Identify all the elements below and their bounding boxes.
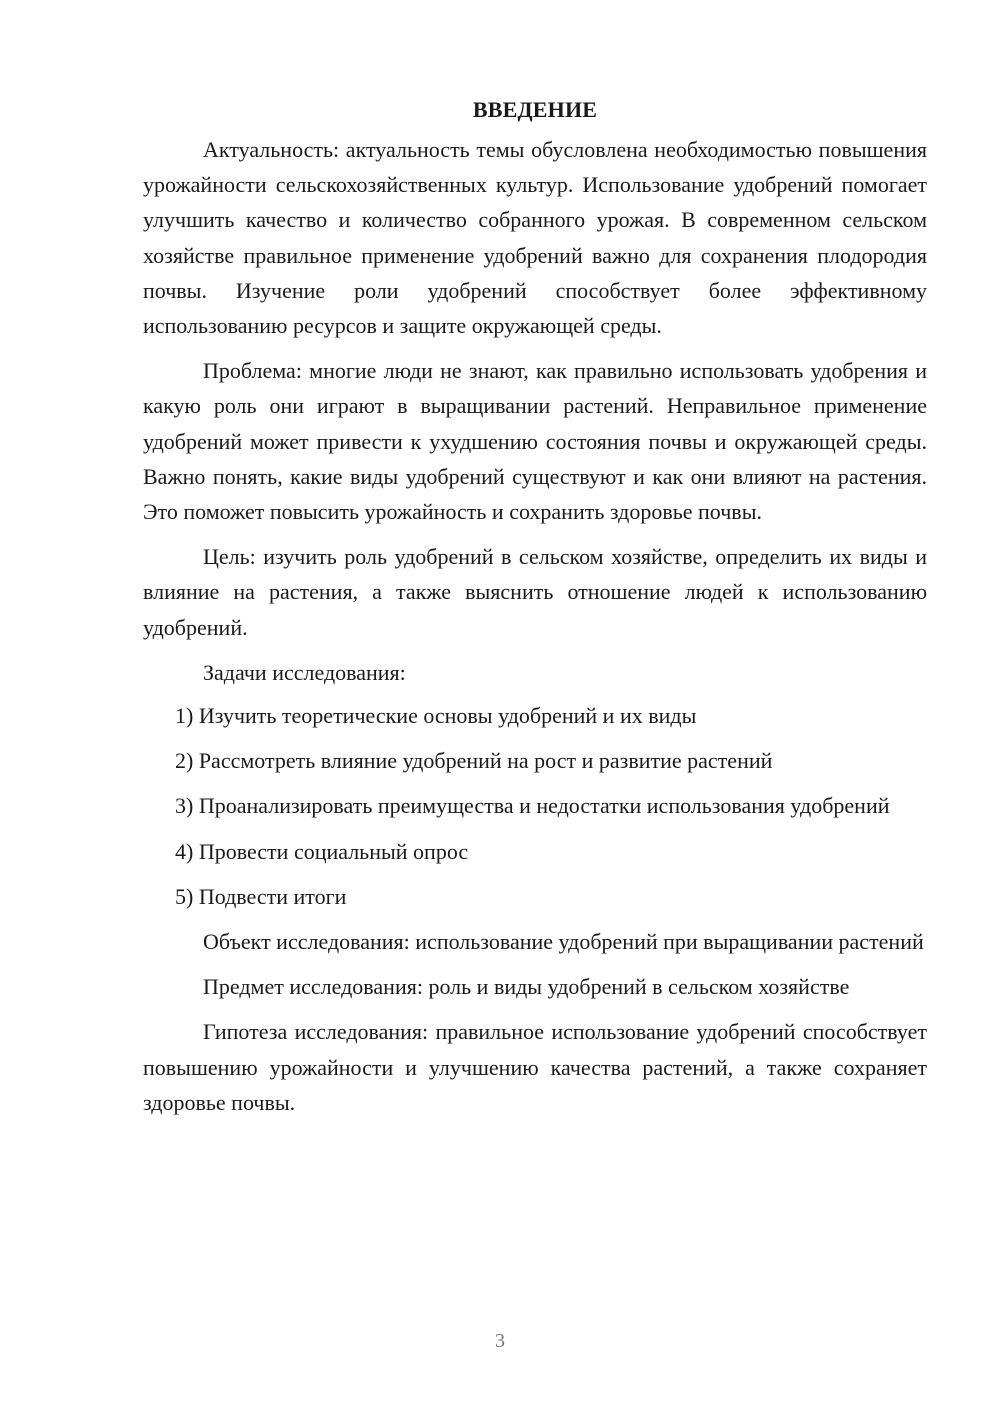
subject-paragraph: Предмет исследования: роль и виды удобрений в сельском хозяйстве bbox=[203, 974, 850, 1000]
relevance-paragraph: Актуальность: актуальность темы обусловлена необходимостью повышения урожайности сельскохозяйственных культур. Использование удобрений помогает улучшить качество и количество собранного урожая. В современном сельском хозяйстве правильное применение удобрений важно для сохранения плодородия почвы. Изучение роли удобрений способствует более эффективному использованию ресурсов и защите окружающей среды. bbox=[143, 137, 927, 339]
task-item-5: 5) Подвести итоги bbox=[175, 883, 347, 909]
task-item-3: 3) Проанализировать преимущества и недостатки использования удобрений bbox=[175, 793, 890, 819]
tasks-heading: Задачи исследования: bbox=[203, 659, 406, 685]
page-title: ВВЕДЕНИЕ bbox=[472, 97, 598, 122]
page-number: 3 bbox=[495, 1330, 505, 1352]
task-item-1: 1) Изучить теоретические основы удобрений и их виды bbox=[175, 703, 697, 729]
task-item-4: 4) Провести социальный опрос bbox=[175, 838, 469, 864]
task-item-2: 2) Рассмотреть влияние удобрений на рост и развитие растений bbox=[175, 748, 773, 774]
goal-paragraph: Цель: изучить роль удобрений в сельском хозяйстве, определить их виды и влияние на растения, а также выяснить отношение людей к использованию удобрений. bbox=[143, 544, 927, 640]
object-paragraph: Объект исследования: использование удобрений при выращивании растений bbox=[203, 929, 924, 955]
problem-paragraph: Проблема: многие люди не знают, как правильно использовать удобрения и какую роль они играют в выращивании растений. Неправильное применение удобрений может привести к ухудшению состояния почвы и окружающей среды. Важно понять, какие виды удобрений существуют и как они влияют на растения. Это поможет повысить урожайность и сохранить здоровье почвы. bbox=[143, 358, 927, 525]
hypothesis-paragraph: Гипотеза исследования: правильное использование удобрений способствует повышению урожайности и улучшению качества растений, а также сохраняет здоровье почвы. bbox=[143, 1019, 927, 1115]
document-page bbox=[143, 88, 927, 1130]
